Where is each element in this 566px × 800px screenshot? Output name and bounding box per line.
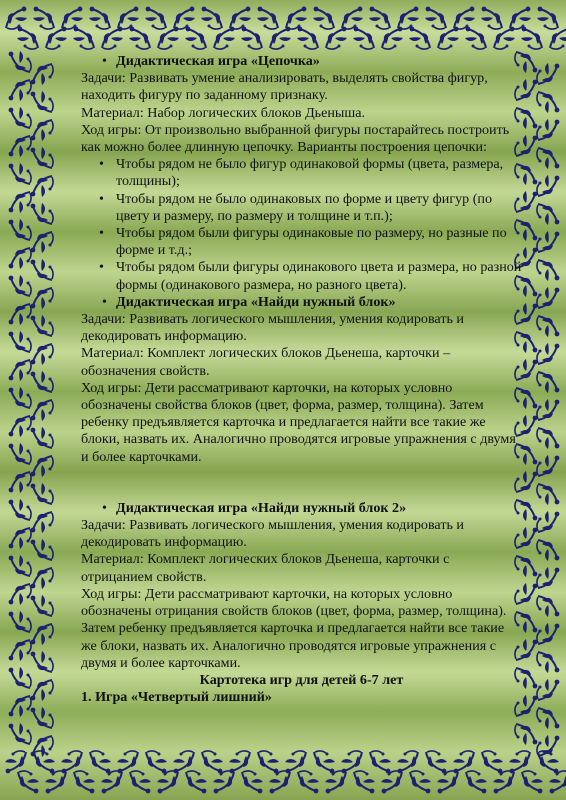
game-course-paragraph: Ход игры: Дети рассматривают карточки, на которых условно обозначены отрицания свойств блоков (цвет, форма, размер, толщина). Затем ребенку предъявляется карточка и предлагается найти все такие же блоки, назвать их. Аналогично проводятся игровые упражнения с двумя и более карточками. <box>81 585 507 671</box>
game-title-chain: • Дидактическая игра «Цепочка» <box>81 53 522 70</box>
ornament-flourish <box>537 260 559 281</box>
ornament-flourish <box>213 771 234 793</box>
ornament-flourish <box>31 651 53 672</box>
ornament-flourish <box>31 91 53 112</box>
ornament-flourish <box>9 443 31 464</box>
ornament-flourish <box>342 7 363 29</box>
ornament-flourish <box>537 63 559 84</box>
ornament-flourish <box>537 175 559 196</box>
ornament-flourish <box>354 771 375 793</box>
ornament-flourish <box>9 416 31 437</box>
ornament-flourish <box>31 120 53 141</box>
ornament-flourish <box>313 7 334 29</box>
game-course-paragraph: Ход игры: От произвольно выбранной фигуры постарайтесь построить как можно более длинную цепочку. Варианты построения цепочки: <box>81 121 510 156</box>
ornament-flourish <box>270 27 291 49</box>
ornament-flourish <box>9 219 31 240</box>
ornament-flourish <box>31 736 53 757</box>
ornament-flourish <box>201 7 222 29</box>
ornament-flourish <box>31 483 53 504</box>
ornament-flourish <box>130 771 151 793</box>
game-title-fourth-extra: 1. Игра «Четвертый лишний» <box>81 689 272 706</box>
ornament-flourish <box>269 771 290 793</box>
ornament-flourish <box>537 540 559 561</box>
game-title-find-block-2: • Дидактическая игра «Найди нужный блок 2» <box>81 500 522 517</box>
ornament-flourish <box>465 27 486 49</box>
ornament-flourish <box>9 275 31 296</box>
ornament-flourish <box>31 288 53 309</box>
ornament-flourish <box>9 696 31 717</box>
game-course-paragraph: Ход игры: Дети рассматривают карточки, на которых условно обозначены свойства блоков (цвет, форма, размер, толщина). Затем ребенку предъявляется карточка и предлагается найти все такие же блоки, назвать их. Аналогично проводятся игровые упражнения с двумя и более карточками. <box>81 379 516 465</box>
ornament-flourish <box>381 771 402 793</box>
ornament-flourish <box>537 484 559 505</box>
ornament-flourish <box>537 287 559 308</box>
ornament-flourish <box>145 7 166 29</box>
ornament-flourish <box>257 7 278 29</box>
ornament-flourish <box>186 771 207 793</box>
ornament-flourish <box>537 428 559 449</box>
task-paragraph: Задачи: Развивать умение анализировать, выделять свойства фигур, находить фигуру по заданному признаку. <box>81 70 488 104</box>
ornament-flourish <box>515 724 537 745</box>
ornament-flourish <box>522 771 543 793</box>
ornament-flourish <box>229 751 250 773</box>
ornament-flourish <box>537 204 559 225</box>
ornament-flourish <box>173 751 194 773</box>
task-paragraph: Задачи: Развивать логического мышления, умения кодировать и декодировать информацию. <box>81 517 464 551</box>
ornament-flourish <box>425 7 446 29</box>
ornament-flourish <box>31 539 53 560</box>
ornament-flourish <box>409 27 430 49</box>
ornament-flourish <box>369 7 390 29</box>
ornament-flourish <box>482 751 503 773</box>
ornament-flourish <box>31 315 53 336</box>
ornament-flourish <box>31 371 53 392</box>
ornament-flourish <box>397 751 418 773</box>
ornament-flourish <box>31 595 53 616</box>
ornament-flourish <box>537 735 559 756</box>
ornament-flourish <box>9 555 31 576</box>
ornament-flourish <box>537 92 559 113</box>
ornament-flourish <box>31 568 53 589</box>
list-item: • Чтобы рядом были фигуры одинакового цвета и размера, но разной формы (одинакового размера, но разного цвета). <box>81 259 522 293</box>
ornament-flourish <box>537 7 558 29</box>
ornament-flourish <box>537 455 559 476</box>
ornament-flourish <box>9 192 31 213</box>
ornament-flourish <box>101 771 122 793</box>
ornament-flourish <box>118 7 139 29</box>
ornament-flourish <box>18 771 39 793</box>
material-paragraph: Материал: Комплект логических блоков Дьенеша, карточки с отрицанием свойств. <box>81 551 450 585</box>
ornament-flourish <box>370 751 391 773</box>
ornament-flourish <box>31 512 53 533</box>
ornament-flourish <box>214 27 235 49</box>
ornament-flourish <box>537 231 559 252</box>
ornament-flourish <box>537 372 559 393</box>
ornament-flourish <box>454 7 475 29</box>
ornament-flourish <box>46 27 67 49</box>
ornament-flourish <box>494 27 515 49</box>
ornament-flourish <box>437 771 458 793</box>
list-item: • Чтобы рядом не было одинаковых по форме и цвету фигур (по цвету и размеру, по размеру и толщине и т.п.); <box>81 191 522 225</box>
ornament-flourish <box>9 472 31 493</box>
ornament-flourish <box>9 640 31 661</box>
ornament-flourish <box>31 427 53 448</box>
ornament-flourish <box>510 7 531 29</box>
ornament-flourish <box>258 751 279 773</box>
spacer <box>81 483 522 500</box>
ornament-flourish <box>74 771 95 793</box>
ornament-flourish <box>202 751 223 773</box>
ornament-flourish <box>509 751 530 773</box>
ornament-flourish <box>537 567 559 588</box>
ornament-flourish <box>438 27 459 49</box>
ornament-flourish <box>9 51 31 72</box>
ornament-flourish <box>45 771 66 793</box>
ornament-flourish <box>17 27 38 49</box>
chain-variants-list <box>81 156 522 294</box>
ornament-flourish <box>537 596 559 617</box>
ornament-flourish <box>6 7 27 29</box>
ornament-flourish <box>9 667 31 688</box>
ornament-flourish <box>185 27 206 49</box>
ornament-flourish <box>61 751 82 773</box>
material-paragraph: Материал: Набор логических блоков Дьеныша. <box>81 104 366 121</box>
ornament-flourish <box>31 344 53 365</box>
ornament-flourish <box>493 771 514 793</box>
ornament-flourish <box>5 751 26 773</box>
ornament-flourish <box>9 248 31 269</box>
ornament-flourish <box>9 723 31 744</box>
task-paragraph: Задачи: Развивать логического мышления, умения кодировать и декодировать информацию. <box>81 311 464 345</box>
ornament-flourish <box>31 707 53 728</box>
ornament-flourish <box>31 232 53 253</box>
ornament-flourish <box>9 584 31 605</box>
ornament-flourish <box>297 27 318 49</box>
ornament-flourish <box>537 511 559 532</box>
ornament-flourish <box>537 652 559 673</box>
ornament-flourish <box>34 751 55 773</box>
ornament-flourish <box>298 771 319 793</box>
material-paragraph: Материал: Комплект логических блоков Дьенеша, карточки – обозначения свойств. <box>81 345 451 379</box>
ornament-flourish <box>31 176 53 197</box>
ornament-flourish <box>537 316 559 337</box>
ornament-flourish <box>31 259 53 280</box>
ornament-flourish <box>31 400 53 421</box>
ornament-flourish <box>537 399 559 420</box>
ornament-flourish <box>537 148 559 169</box>
ornament-flourish <box>230 7 251 29</box>
ornament-flourish <box>174 7 195 29</box>
catalog-heading: Картотека игр для детей 6-7 лет <box>199 671 404 688</box>
ornament-flourish <box>9 528 31 549</box>
ornament-flourish <box>537 119 559 140</box>
ornament-flourish <box>241 27 262 49</box>
ornament-flourish <box>146 751 167 773</box>
game-title-find-block: • Дидактическая игра «Найди нужный блок» <box>81 294 522 311</box>
ornament-flourish <box>157 771 178 793</box>
ornament-flourish <box>453 751 474 773</box>
ornament-flourish <box>89 7 110 29</box>
ornament-flourish <box>9 499 31 520</box>
ornament-flourish <box>9 304 31 325</box>
ornament-flourish <box>9 331 31 352</box>
ornament-flourish <box>31 624 53 645</box>
document-body <box>81 53 522 706</box>
list-item: • Чтобы рядом не было фигур одинаковой формы (цвета, размера, толщины); <box>81 156 522 190</box>
ornament-flourish <box>537 343 559 364</box>
ornament-flourish <box>537 623 559 644</box>
spacer <box>81 466 522 483</box>
ornament-flourish <box>341 751 362 773</box>
ornament-flourish <box>285 751 306 773</box>
ornament-flourish <box>353 27 374 49</box>
ornament-flourish <box>9 611 31 632</box>
ornament-flourish <box>102 27 123 49</box>
ornament-flourish <box>9 387 31 408</box>
ornament-flourish <box>537 679 559 700</box>
ornament-flourish <box>9 163 31 184</box>
ornament-flourish <box>382 27 403 49</box>
ornament-flourish <box>549 771 566 793</box>
ornament-flourish <box>242 771 263 793</box>
ornament-flourish <box>31 680 53 701</box>
ornament-flourish <box>158 27 179 49</box>
ornament-flourish <box>9 107 31 128</box>
ornament-flourish <box>31 64 53 85</box>
ornament-flourish <box>9 136 31 157</box>
ornament-flourish <box>325 771 346 793</box>
ornament-flourish <box>62 7 83 29</box>
ornament-flourish <box>466 771 487 793</box>
ornament-flourish <box>410 771 431 793</box>
ornament-flourish <box>129 27 150 49</box>
ornament-flourish <box>550 27 566 49</box>
ornament-flourish <box>33 7 54 29</box>
ornament-flourish <box>326 27 347 49</box>
ornament-flourish <box>286 7 307 29</box>
ornament-flourish <box>314 751 335 773</box>
ornament-flourish <box>9 360 31 381</box>
ornament-flourish <box>31 456 53 477</box>
ornament-flourish <box>73 27 94 49</box>
ornament-flourish <box>481 7 502 29</box>
ornament-flourish <box>537 708 559 729</box>
ornament-flourish <box>9 80 31 101</box>
ornament-flourish <box>426 751 447 773</box>
ornament-flourish <box>31 147 53 168</box>
ornament-flourish <box>521 27 542 49</box>
ornament-flourish <box>117 751 138 773</box>
ornament-flourish <box>31 203 53 224</box>
list-item: • Чтобы рядом были фигуры одинаковые по размеру, но разные по форме и т.д.; <box>81 225 522 259</box>
ornament-flourish <box>398 7 419 29</box>
ornament-flourish <box>90 751 111 773</box>
